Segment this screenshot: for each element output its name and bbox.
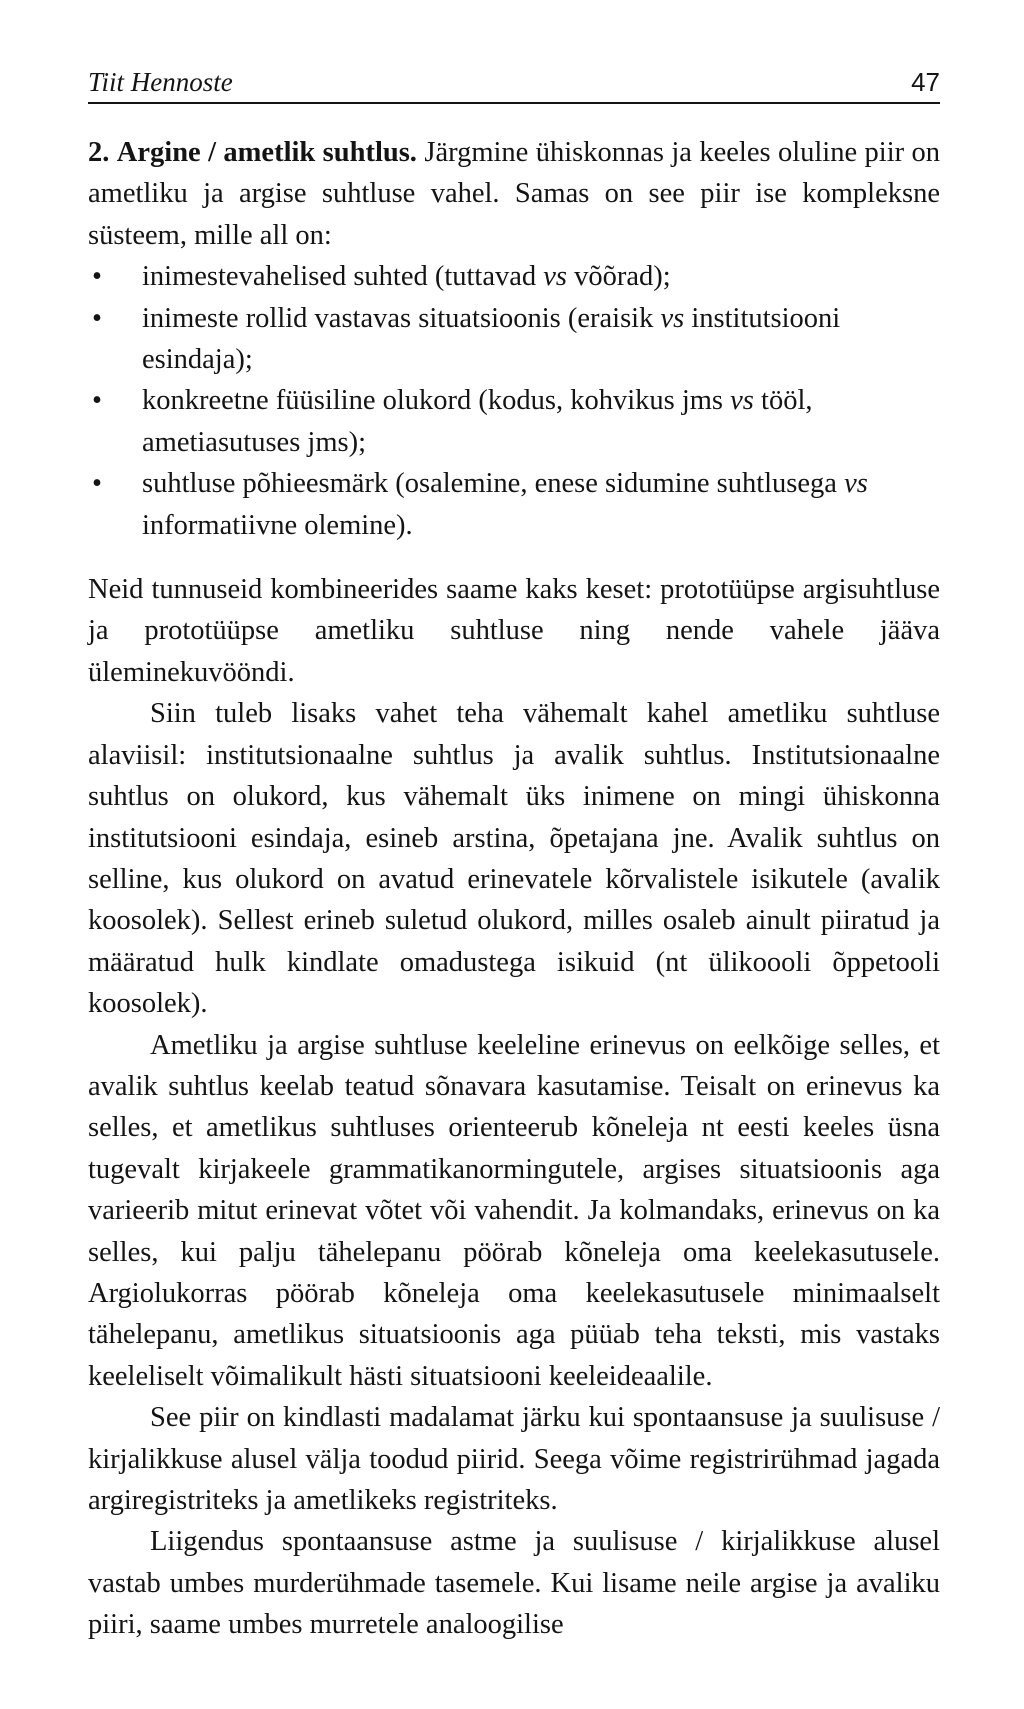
- list-item-text: informatiivne olemine).: [142, 509, 413, 541]
- list-item: [88, 463, 940, 546]
- list-item: [88, 256, 940, 297]
- body-paragraph: Ametliku ja argise suhtluse keeleline erinevus on eelkõige selles, et avalik suhtlus keelab teatud sõnavara kasutamise. Teisalt on erinevus ka selles, et ametlikus suhtluses orienteerub kõneleja nt eesti keeles üsna tugevalt kirjakeele grammatikanormingutele, argises situatsioonis aga varieerib mitut erinevat võtet või vahendit. Ja kolmandaks, erinevus on ka selles, kui palju tähelepanu pöörab kõneleja oma keelekasutusele. Argiolukorras pöörab kõneleja oma keelekasutusele minimaalselt tähelepanu, ametlikus situatsioonis aga püüab teha teksti, mis vastaks keeleliselt võimalikult hästi situatsiooni keeleideaalile.: [88, 1029, 940, 1392]
- list-item-text: inimestevahelised suhted (tuttavad: [142, 261, 537, 293]
- list-item: [88, 380, 940, 463]
- list-item-text: suhtluse põhieesmärk (osalemine, enese sidumine suhtlusega: [142, 468, 837, 500]
- body-paragraph: See piir on kindlasti madalamat järku kui spontaansuse ja suulisuse / kirjalikkuse alusel välja toodud piirid. Seega võime registrirühmad jagada argiregistriteks ja ametlikeks registriteks.: [88, 1402, 940, 1516]
- list-item-text: konkreetne füüsiline olukord (kodus, kohvikus jms: [142, 385, 724, 417]
- bullet-icon: •: [92, 468, 102, 500]
- paragraph-gap: [88, 546, 940, 569]
- list-item-vs: vs: [730, 385, 754, 417]
- body-paragraph: Siin tuleb lisaks vahet teha vähemalt kahel ametliku suhtluse alaviisil: institutsionaalne suhtlus ja avalik suhtlus. Institutsionaalne suhtlus on olukord, kus vähemalt üks inimene on mingi ühiskonna institutsiooni esindaja, esineb arstina, õpetajana jne. Avalik suhtlus on selline, kus olukord on avatud erinevatele kõrvalistele isikutele (avalik koosolek). Sellest erineb suletud olukord, milles osaleb ainult piiratud ja määratud hulk kindlate omadustega isikuid (nt ülikoooli õppetooli koosolek).: [88, 698, 940, 1020]
- list-item-text: võõrad);: [574, 261, 671, 293]
- bullet-icon: •: [92, 302, 102, 334]
- page-number: 47: [911, 67, 940, 97]
- list-item-vs: vs: [660, 302, 685, 334]
- list-item-text: tööl, ametiasutuses jms);: [142, 385, 813, 458]
- section-intro-paragraph: [88, 132, 940, 256]
- page: [88, 64, 940, 1646]
- list-item-text: institutsiooni esindaja);: [142, 302, 841, 376]
- section-number: 2.: [88, 137, 110, 168]
- section-title: Argine / ametlik suhtlus.: [116, 137, 417, 168]
- list-item-text: inimeste rollid vastavas situatsioonis (eraisik: [142, 302, 654, 334]
- section-intro-text: Järgmine ühiskonnas ja keeles oluline piir on ametliku ja argise suhtluse vahel. Samas on see piir ise kompleksne süsteem, mille all on:: [88, 137, 941, 251]
- running-head: [88, 64, 940, 104]
- list-item: [88, 298, 940, 381]
- bullet-icon: •: [92, 385, 102, 417]
- list-item-vs: vs: [543, 261, 568, 293]
- bullet-icon: •: [92, 261, 102, 293]
- running-head-author: Tiit Hennoste: [88, 67, 233, 97]
- feature-list: [88, 256, 940, 546]
- body-paragraph: Liigendus spontaansuse astme ja suulisuse / kirjalikkuse alusel vastab umbes murderühmade tasemele. Kui lisame neile argise ja avaliku piiri, saame umbes murretele analoogilise: [88, 1526, 940, 1641]
- list-item-vs: vs: [844, 468, 868, 500]
- body-paragraph: Neid tunnuseid kombineerides saame kaks keset: prototüüpse argisuhtluse ja prototüüpse ametliku suhtluse ning nende vahele jääva üleminekuvööndi.: [88, 574, 940, 688]
